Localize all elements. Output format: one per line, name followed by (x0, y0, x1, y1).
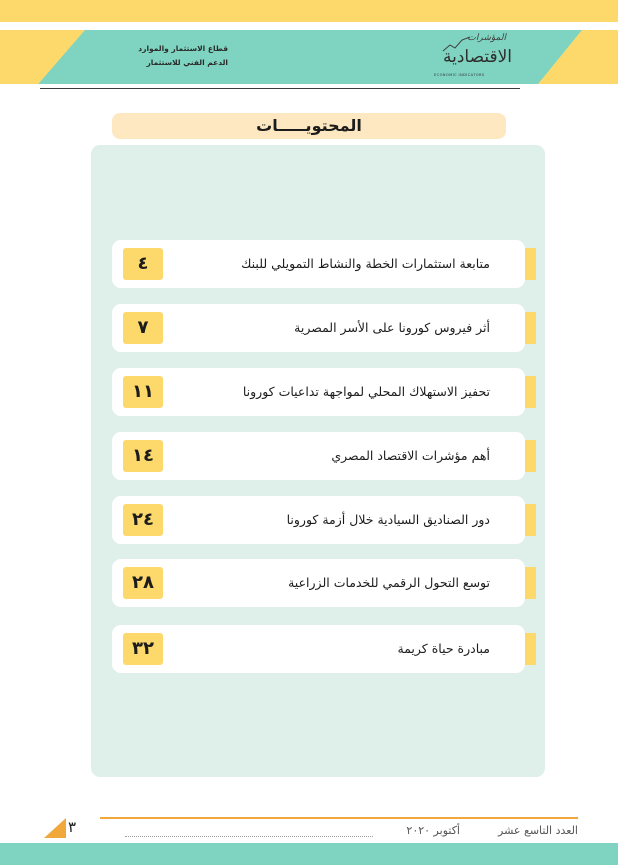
publication-logo (432, 33, 512, 81)
toc-page-number: ٢٤ (123, 504, 163, 536)
toc-page-number: ١١ (123, 376, 163, 408)
toc-page-number: ٢٨ (123, 567, 163, 599)
page-number: ٣ (68, 818, 77, 836)
toc-item-title: أثر فيروس كورونا على الأسر المصرية (294, 320, 490, 335)
bottom-teal-band (0, 843, 618, 865)
issue-label: العدد التاسع عشر (498, 824, 578, 837)
issue-date: أكتوبر ٢٠٢٠ (406, 824, 460, 837)
logo-top-text: المؤشرات (467, 33, 506, 43)
logo-main-text: الاقتصادية (442, 47, 512, 67)
toc-page-number: ٧ (123, 312, 163, 344)
logo-sub-text: ECONOMIC INDICATORS (434, 73, 485, 77)
toc-item-title: أهم مؤشرات الاقتصاد المصري (331, 448, 490, 463)
toc-item-title: دور الصناديق السيادية خلال أزمة كورونا (286, 512, 490, 527)
department-line-1: قطاع الاستثمار والموارد (138, 44, 228, 53)
toc-page-number: ٤ (123, 248, 163, 280)
footer-corner-triangle (44, 818, 66, 838)
department-line-2: الدعم الفني للاستثمار (146, 58, 228, 68)
header-band (0, 30, 618, 84)
toc-item-title: مبادرة حياة كريمة (397, 641, 490, 656)
toc-page-number: ١٤ (123, 440, 163, 472)
page-title: المحتويـــــات (112, 113, 506, 139)
toc-item-title: توسع التحول الرقمي للخدمات الزراعية (288, 575, 490, 590)
top-yellow-band (0, 0, 618, 22)
header-divider (40, 88, 520, 89)
toc-page-number: ٣٢ (123, 633, 163, 665)
footer-dotted-leader (125, 836, 373, 837)
toc-item-title: تحفيز الاستهلاك المحلي لمواجهة تداعيات كورونا (242, 384, 490, 399)
header-teal-strip (0, 30, 618, 84)
toc-item-title: متابعة استثمارات الخطة والنشاط التمويلي للبنك (241, 256, 490, 271)
department-block (118, 42, 228, 71)
footer-divider (100, 817, 578, 819)
